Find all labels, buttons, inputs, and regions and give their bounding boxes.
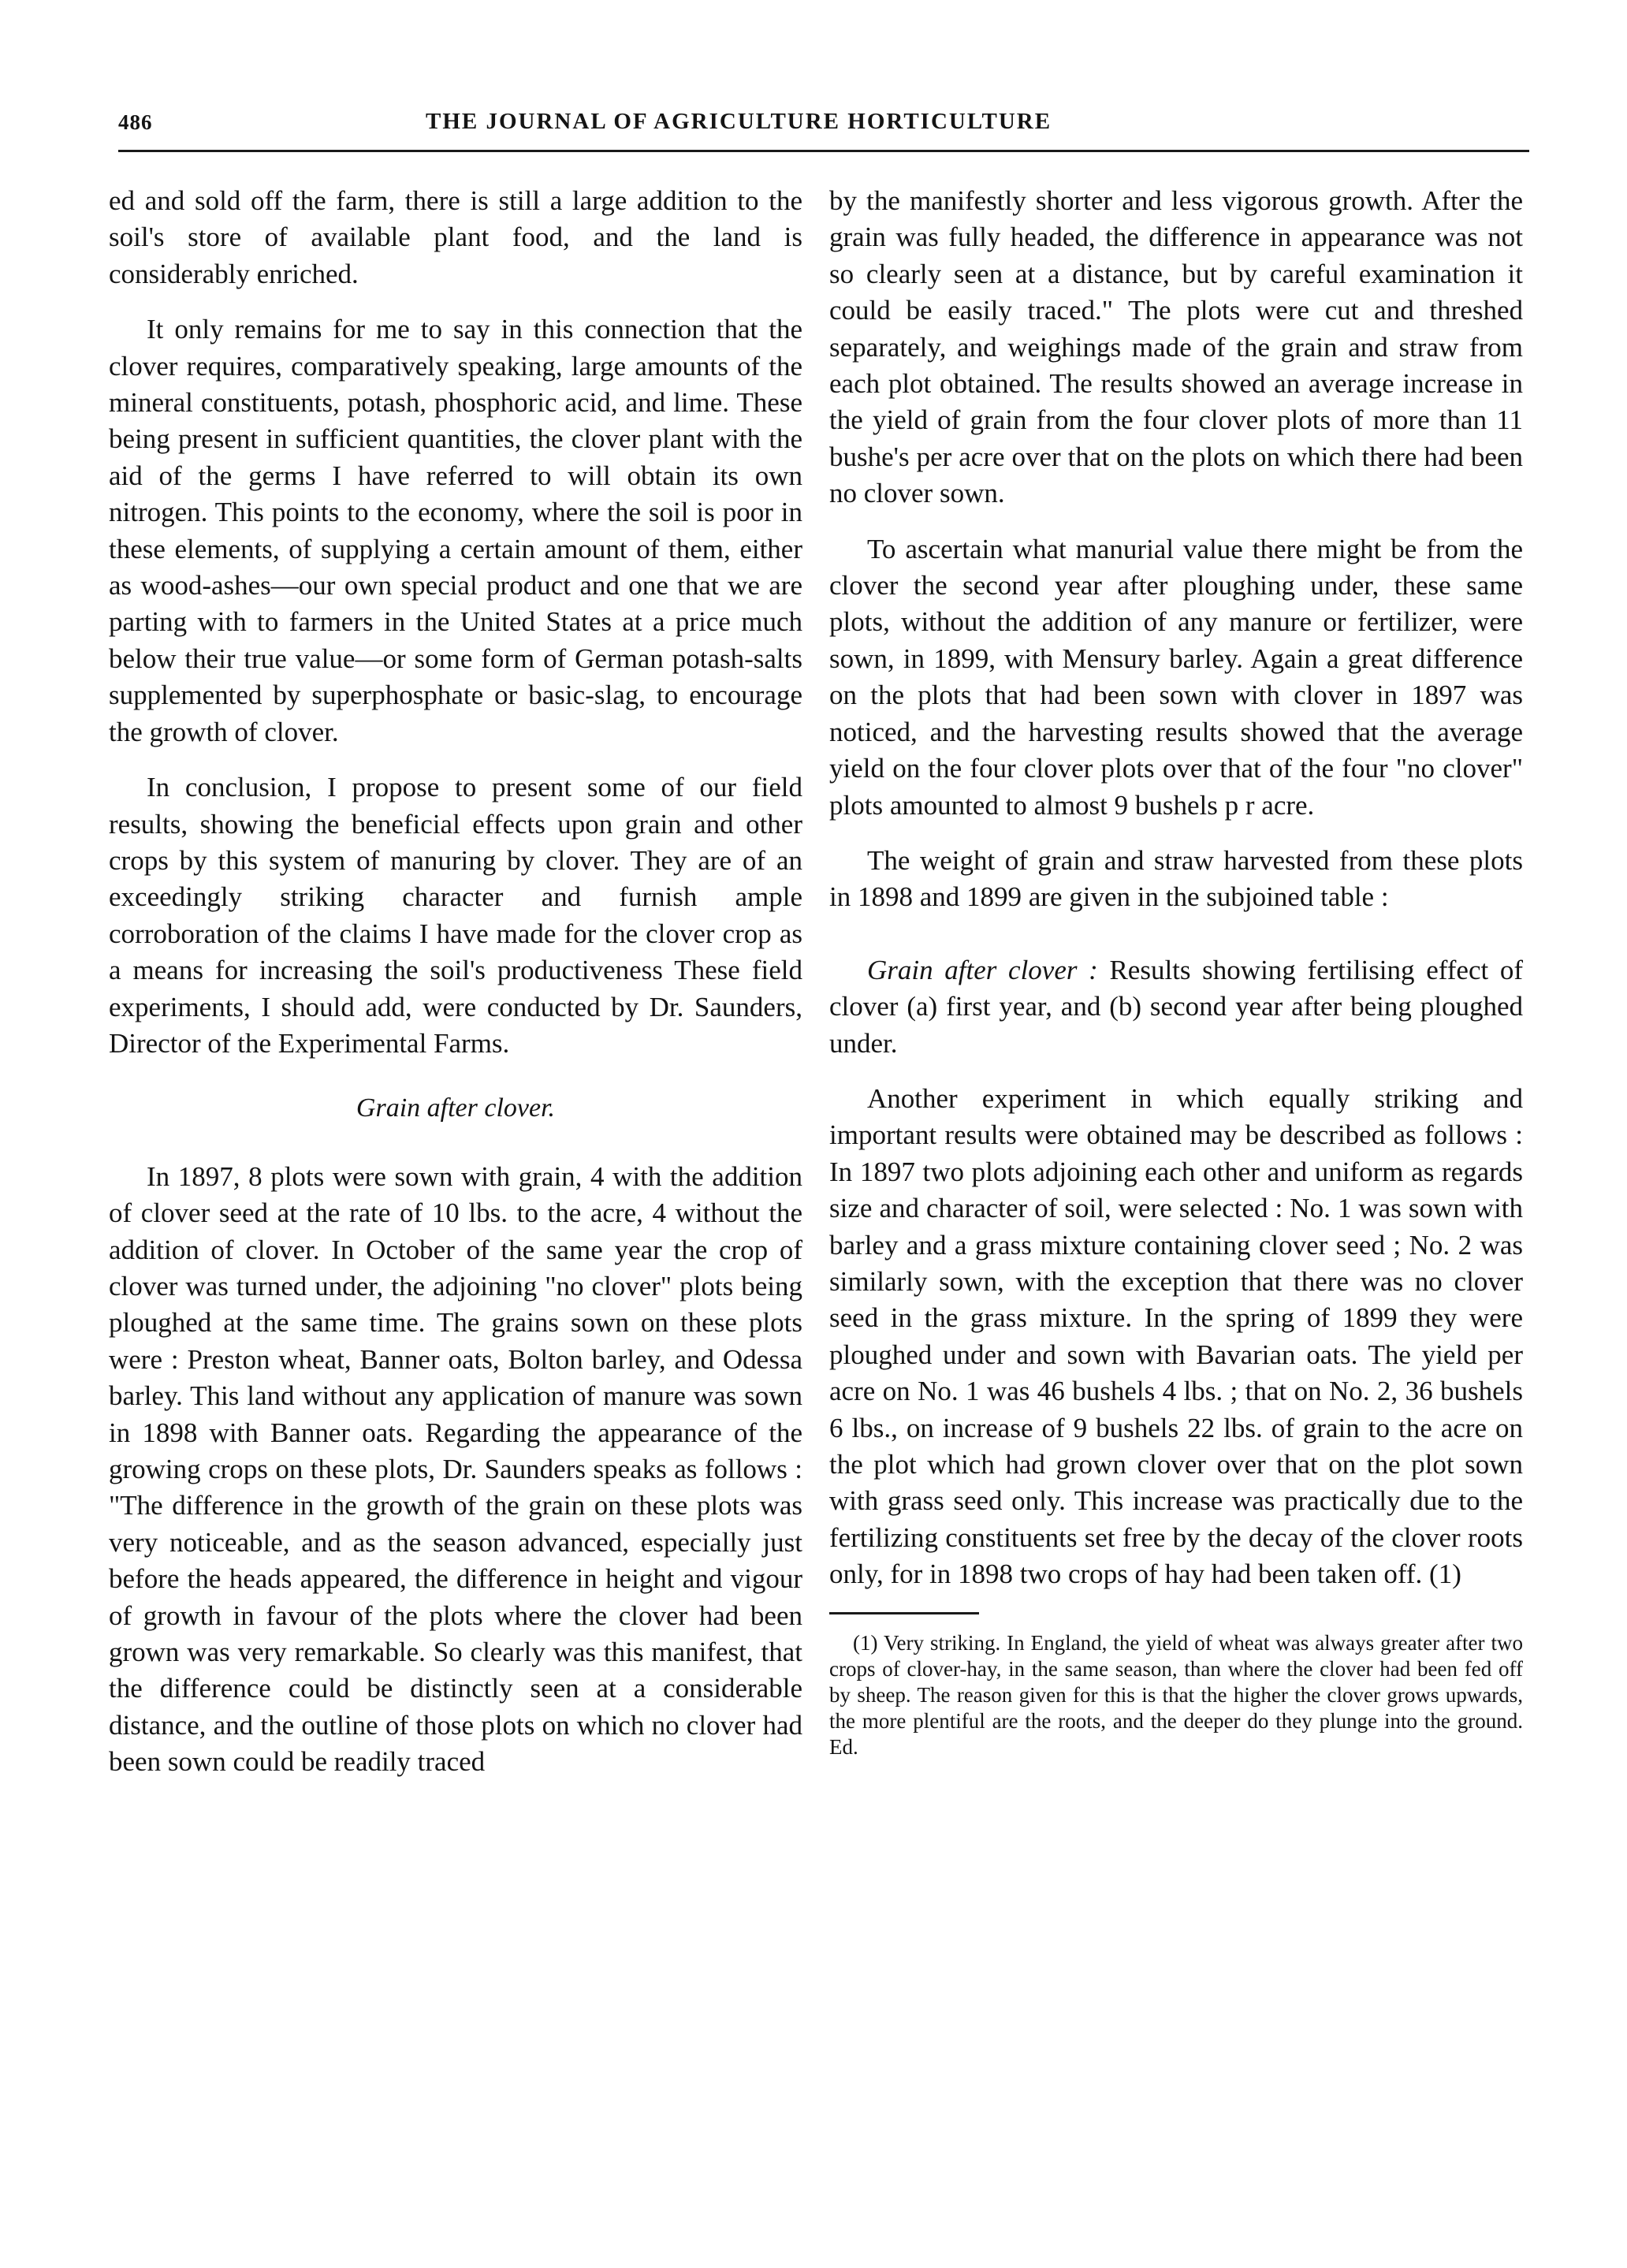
page-header [118,109,1529,145]
table-caption-label: Grain after clover : [867,954,1098,985]
table-caption-text: Results showing fertilising effect of clover (a) first year, and (b) second year after being ploughed under. [829,954,1524,1059]
footnote: (1) Very striking. In England, the yield of wheat was always greater after two crops of clover-hay, in the same season, than where the clover had been fed off by sheep. The reason given for this is that the higher the clover grows upwards, the more plentiful are the roots, and the deeper do they plunge into the ground. Ed. [829,1630,1523,1759]
spacer [829,935,1523,952]
page-number: 486 [118,110,153,134]
left-paragraph-4: In 1897, 8 plots were sown with grain, 4 with the addition of clover seed at the rate of 10 lbs. to the acre, 4 without the addition of clover. In October of the same year the crop of clover was turned under, the adjoining "no clover" plots being ploughed at the same time. The grains sown on these plots were : Preston wheat, Banner oats, Bolton barley, and Odessa barley. This land without any application of manure was sown in 1898 with Banner oats. Regarding the appearance of the growing crops on these plots, Dr. Saunders speaks as follows : "The difference in the growth of the grain on these plots was very noticeable, and as the season advanced, especially just before the heads appeared, the difference in height and vigour of growth in favour of the plots where the clover had been grown was very remarkable. So clearly was this manifest, that the difference could be distinctly seen at a considerable distance, and the outline of those plots on which no clover had been sown could be readily traced [109,1160,802,1778]
right-paragraph-5: Another experiment in which equally striking and important results were obtained may be described as follows : In 1897 two plots adjoining each other and uniform as regards size and character of soil, were selected : No. 1 was sown with barley and a grass mixture containing clover seed ; No. 2 was similarly sown, with the exception that there was no clover seed in the grass mixture. In the spring of 1899 they were ploughed under and sown with Bavarian oats. The yield per acre on No. 1 was 46 bushels 4 lbs. ; that on No. 2, 36 bushels 6 lbs., on increase of 9 bushels 22 lbs. of grain to the acre on the plot which had grown clover over that on the plot sown with grass seed only. This increase was practically due to the fertilizing constituents set free by the decay of the clover roots only, for in 1898 two crops of hay had been taken off. (1) [829,1082,1523,1590]
right-column [829,183,1523,1760]
right-paragraph-4 [829,952,1523,1062]
footnote-rule [829,1612,979,1614]
left-paragraph-3: In conclusion, I propose to present some of our field results, showing the beneficial effects upon grain and other crops by this system of manuring by clover. They are of an exceedingly striking character and furnish ample corroboration of the claims I have made for the clover crop as a means for increasing the soil's productiveness These field experiments, I should add, were conducted by Dr. Saunders, Director of the Experimental Farms. [109,772,802,1059]
left-column [109,183,802,1800]
right-paragraph-1: by the manifestly shorter and less vigorous growth. After the grain was fully headed, the difference in appearance was not so clearly seen at a distance, but by careful examination it could be easily traced." The plots were cut and threshed separately, and weighings made of the grain and straw from each plot obtained. The results showed an average increase in the yield of grain from the four clover plots of more than 11 bushe's per acre over that on the plots on which there had been no clover sown. [829,185,1523,509]
right-paragraph-2: To ascertain what manurial value there might be from the clover the second year after ploughing under, these same plots, without the addition of any manure or fertilizer, were sown, in 1899, with Mensury barley. Again a great difference on the plots that had been sown with clover in 1897 was noticed, and the harvesting results showed that the average yield on the four clover plots over that of the four "no clover" plots amounted to almost 9 bushels p r acre. [829,533,1523,821]
right-paragraph-3: The weight of grain and straw harvested from these plots in 1898 and 1899 are given in the subjoined table : [829,844,1523,913]
left-paragraph-1: ed and sold off the farm, there is still a large addition to the soil's store of available plant food, and the land is considerably enriched. [109,185,802,289]
section-caption: Grain after clover. [356,1093,556,1123]
running-title: THE JOURNAL OF AGRICULTURE HORTICULTURE [426,109,1052,134]
left-paragraph-2: It only remains for me to say in this connection that the clover requires, comparatively speaking, large amounts of the mineral constituents, potash, phosphoric acid, and lime. These being present in sufficient quantities, the clover plant with the aid of the germs I have referred to will obtain its own nitrogen. This points to the economy, where the soil is poor in these elements, of supplying a certain amount of them, either as wood-ashes—our own special product and one that we are parting with to farmers in the United States at a price much below their true value—or some form of German potash-salts supplemented by superphosphate or basic-slag, to encourage the growth of clover. [109,314,802,747]
header-rule [118,150,1529,152]
